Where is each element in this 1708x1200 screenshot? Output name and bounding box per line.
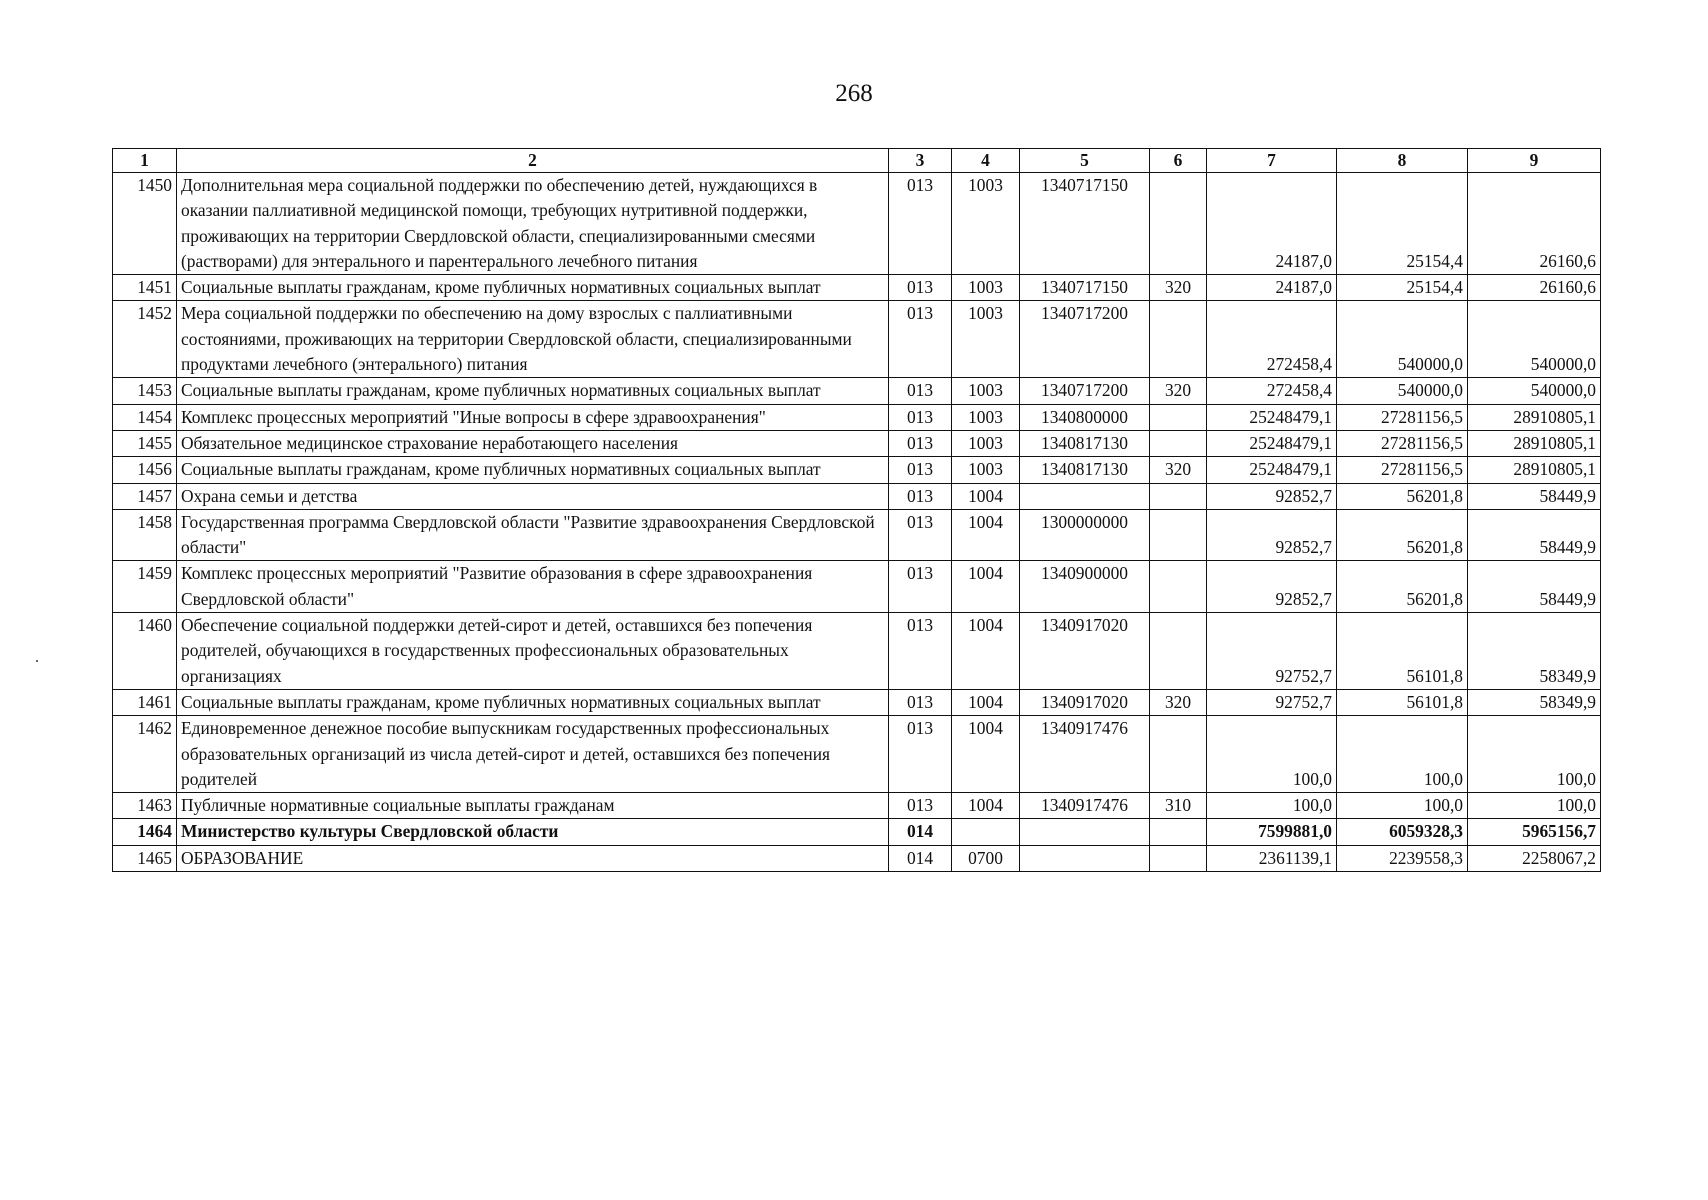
amount-col-9: 58349,9: [1468, 613, 1601, 690]
section-code: 1004: [952, 716, 1020, 793]
row-name: Государственная программа Свердловской области "Развитие здравоохранения Свердловской области": [177, 509, 889, 561]
amount-col-9: 58449,9: [1468, 561, 1601, 613]
table-row: [113, 689, 1601, 715]
column-header: 8: [1337, 149, 1468, 173]
table-row: [113, 793, 1601, 819]
column-header: 7: [1207, 149, 1337, 173]
ministry-code: 013: [889, 430, 952, 456]
amount-col-7: 100,0: [1207, 793, 1337, 819]
expense-type-code: [1150, 716, 1207, 793]
amount-col-8: 2239558,3: [1337, 845, 1468, 871]
amount-col-7: 24187,0: [1207, 173, 1337, 275]
row-name: Комплекс процессных мероприятий "Иные вопросы в сфере здравоохранения": [177, 404, 889, 430]
amount-col-8: 56201,8: [1337, 509, 1468, 561]
target-article-code: 1300000000: [1020, 509, 1150, 561]
row-number: 1452: [113, 301, 177, 378]
expense-type-code: 310: [1150, 793, 1207, 819]
section-code: 1003: [952, 301, 1020, 378]
column-header: 3: [889, 149, 952, 173]
amount-col-7: 272458,4: [1207, 378, 1337, 404]
section-code: 1003: [952, 173, 1020, 275]
row-name: Социальные выплаты гражданам, кроме публичных нормативных социальных выплат: [177, 378, 889, 404]
amount-col-9: 58449,9: [1468, 509, 1601, 561]
table-header-row: [113, 149, 1601, 173]
row-number: 1455: [113, 430, 177, 456]
expense-type-code: [1150, 819, 1207, 845]
section-code: 1003: [952, 457, 1020, 483]
ministry-code: 013: [889, 275, 952, 301]
row-number: 1461: [113, 689, 177, 715]
amount-col-7: 100,0: [1207, 716, 1337, 793]
ministry-code: 013: [889, 404, 952, 430]
amount-col-8: 56101,8: [1337, 689, 1468, 715]
ministry-code: 013: [889, 378, 952, 404]
amount-col-9: 58449,9: [1468, 483, 1601, 509]
target-article-code: 1340817130: [1020, 457, 1150, 483]
table-row: [113, 430, 1601, 456]
amount-col-9: 28910805,1: [1468, 430, 1601, 456]
ministry-code: 013: [889, 483, 952, 509]
column-header: 5: [1020, 149, 1150, 173]
row-number: 1458: [113, 509, 177, 561]
row-number: 1459: [113, 561, 177, 613]
row-number: 1465: [113, 845, 177, 871]
row-name: Комплекс процессных мероприятий "Развитие образования в сфере здравоохранения Свердловской области": [177, 561, 889, 613]
row-name: Социальные выплаты гражданам, кроме публичных нормативных социальных выплат: [177, 275, 889, 301]
row-number: 1457: [113, 483, 177, 509]
section-code: 1003: [952, 275, 1020, 301]
table-row: [113, 173, 1601, 275]
page-number: 268: [835, 80, 873, 107]
amount-col-7: 272458,4: [1207, 301, 1337, 378]
target-article-code: 1340717200: [1020, 301, 1150, 378]
table-row: [113, 716, 1601, 793]
amount-col-9: 2258067,2: [1468, 845, 1601, 871]
amount-col-7: 24187,0: [1207, 275, 1337, 301]
amount-col-7: 25248479,1: [1207, 404, 1337, 430]
table-row: [113, 378, 1601, 404]
table-row: [113, 509, 1601, 561]
section-code: 1004: [952, 793, 1020, 819]
ministry-code: 013: [889, 689, 952, 715]
table-row: [113, 845, 1601, 871]
target-article-code: 1340900000: [1020, 561, 1150, 613]
row-name: Дополнительная мера социальной поддержки по обеспечению детей, нуждающихся в оказании паллиативной медицинской помощи, требующих нутритивной поддержки, проживающих на территории Свердловской области, специализированными смесями (растворами) для энтерального и парентерального лечебного питания: [177, 173, 889, 275]
section-code: 1004: [952, 613, 1020, 690]
row-number: 1450: [113, 173, 177, 275]
target-article-code: [1020, 845, 1150, 871]
amount-col-8: 6059328,3: [1337, 819, 1468, 845]
amount-col-8: 540000,0: [1337, 378, 1468, 404]
row-name: Охрана семьи и детства: [177, 483, 889, 509]
expense-type-code: [1150, 561, 1207, 613]
row-name: Обязательное медицинское страхование неработающего населения: [177, 430, 889, 456]
column-header: 4: [952, 149, 1020, 173]
row-name: Министерство культуры Свердловской области: [177, 819, 889, 845]
row-number: 1460: [113, 613, 177, 690]
ministry-code: 014: [889, 819, 952, 845]
scan-speck: [36, 660, 38, 662]
row-number: 1456: [113, 457, 177, 483]
amount-col-9: 540000,0: [1468, 301, 1601, 378]
budget-table: [112, 148, 1601, 872]
column-header: 2: [177, 149, 889, 173]
expense-type-code: [1150, 430, 1207, 456]
amount-col-8: 100,0: [1337, 716, 1468, 793]
amount-col-9: 58349,9: [1468, 689, 1601, 715]
row-number: 1451: [113, 275, 177, 301]
target-article-code: 1340717150: [1020, 173, 1150, 275]
amount-col-9: 5965156,7: [1468, 819, 1601, 845]
amount-col-8: 27281156,5: [1337, 430, 1468, 456]
table-row: [113, 404, 1601, 430]
row-name: ОБРАЗОВАНИЕ: [177, 845, 889, 871]
section-code: 1004: [952, 561, 1020, 613]
expense-type-code: [1150, 483, 1207, 509]
ministry-code: 014: [889, 845, 952, 871]
expense-type-code: 320: [1150, 689, 1207, 715]
amount-col-8: 27281156,5: [1337, 457, 1468, 483]
row-name: Социальные выплаты гражданам, кроме публичных нормативных социальных выплат: [177, 689, 889, 715]
target-article-code: 1340717150: [1020, 275, 1150, 301]
section-code: 1003: [952, 378, 1020, 404]
amount-col-7: 92852,7: [1207, 509, 1337, 561]
table-row: [113, 819, 1601, 845]
amount-col-7: 25248479,1: [1207, 430, 1337, 456]
expense-type-code: 320: [1150, 378, 1207, 404]
amount-col-7: 92752,7: [1207, 689, 1337, 715]
amount-col-9: 100,0: [1468, 793, 1601, 819]
target-article-code: [1020, 483, 1150, 509]
ministry-code: 013: [889, 716, 952, 793]
amount-col-8: 25154,4: [1337, 173, 1468, 275]
expense-type-code: [1150, 301, 1207, 378]
row-number: 1464: [113, 819, 177, 845]
expense-type-code: [1150, 404, 1207, 430]
table-row: [113, 613, 1601, 690]
row-number: 1462: [113, 716, 177, 793]
target-article-code: 1340917476: [1020, 793, 1150, 819]
ministry-code: 013: [889, 561, 952, 613]
expense-type-code: [1150, 509, 1207, 561]
amount-col-7: 7599881,0: [1207, 819, 1337, 845]
column-header: 9: [1468, 149, 1601, 173]
table-row: [113, 301, 1601, 378]
amount-col-9: 28910805,1: [1468, 404, 1601, 430]
amount-col-8: 540000,0: [1337, 301, 1468, 378]
section-code: 0700: [952, 845, 1020, 871]
expense-type-code: [1150, 613, 1207, 690]
amount-col-7: 25248479,1: [1207, 457, 1337, 483]
section-code: 1003: [952, 430, 1020, 456]
row-name: Мера социальной поддержки по обеспечению на дому взрослых с паллиативными состояниями, проживающих на территории Свердловской области, специализированными продуктами лечебного (энтерального) питания: [177, 301, 889, 378]
expense-type-code: [1150, 173, 1207, 275]
section-code: 1004: [952, 483, 1020, 509]
row-number: 1463: [113, 793, 177, 819]
ministry-code: 013: [889, 613, 952, 690]
column-header: 6: [1150, 149, 1207, 173]
expense-type-code: 320: [1150, 275, 1207, 301]
amount-col-7: 2361139,1: [1207, 845, 1337, 871]
amount-col-8: 27281156,5: [1337, 404, 1468, 430]
table-row: [113, 483, 1601, 509]
section-code: 1003: [952, 404, 1020, 430]
amount-col-9: 540000,0: [1468, 378, 1601, 404]
column-header: 1: [113, 149, 177, 173]
amount-col-8: 56101,8: [1337, 613, 1468, 690]
target-article-code: 1340800000: [1020, 404, 1150, 430]
expense-type-code: [1150, 845, 1207, 871]
amount-col-8: 56201,8: [1337, 483, 1468, 509]
amount-col-7: 92852,7: [1207, 561, 1337, 613]
table-row: [113, 457, 1601, 483]
amount-col-8: 56201,8: [1337, 561, 1468, 613]
table-row: [113, 561, 1601, 613]
row-name: Единовременное денежное пособие выпускникам государственных профессиональных образовательных организаций из числа детей-сирот и детей, оставшихся без попечения родителей: [177, 716, 889, 793]
amount-col-7: 92752,7: [1207, 613, 1337, 690]
ministry-code: 013: [889, 509, 952, 561]
row-name: Публичные нормативные социальные выплаты гражданам: [177, 793, 889, 819]
amount-col-9: 26160,6: [1468, 173, 1601, 275]
target-article-code: 1340917020: [1020, 613, 1150, 690]
row-name: Социальные выплаты гражданам, кроме публичных нормативных социальных выплат: [177, 457, 889, 483]
amount-col-8: 100,0: [1337, 793, 1468, 819]
ministry-code: 013: [889, 301, 952, 378]
target-article-code: 1340717200: [1020, 378, 1150, 404]
expense-type-code: 320: [1150, 457, 1207, 483]
row-number: 1454: [113, 404, 177, 430]
section-code: [952, 819, 1020, 845]
target-article-code: [1020, 819, 1150, 845]
row-number: 1453: [113, 378, 177, 404]
amount-col-9: 100,0: [1468, 716, 1601, 793]
ministry-code: 013: [889, 173, 952, 275]
table-row: [113, 275, 1601, 301]
ministry-code: 013: [889, 457, 952, 483]
section-code: 1004: [952, 509, 1020, 561]
amount-col-9: 26160,6: [1468, 275, 1601, 301]
target-article-code: 1340917020: [1020, 689, 1150, 715]
amount-col-9: 28910805,1: [1468, 457, 1601, 483]
row-name: Обеспечение социальной поддержки детей-сирот и детей, оставшихся без попечения родителей, обучающихся в государственных профессиональных образовательных организациях: [177, 613, 889, 690]
ministry-code: 013: [889, 793, 952, 819]
target-article-code: 1340817130: [1020, 430, 1150, 456]
amount-col-8: 25154,4: [1337, 275, 1468, 301]
amount-col-7: 92852,7: [1207, 483, 1337, 509]
target-article-code: 1340917476: [1020, 716, 1150, 793]
section-code: 1004: [952, 689, 1020, 715]
